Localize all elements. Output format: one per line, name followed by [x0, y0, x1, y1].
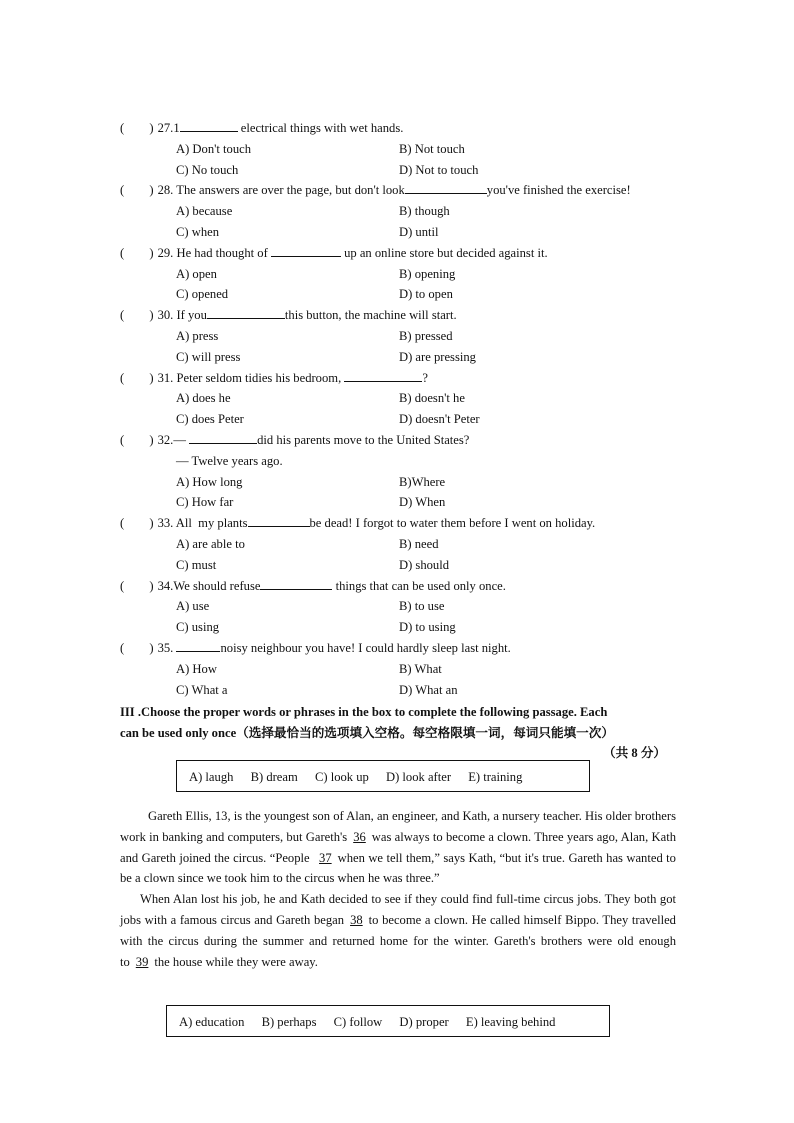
- question-text-before-blank: We should refuse: [173, 578, 261, 593]
- question-stem: [120, 513, 680, 534]
- answer-blank[interactable]: [248, 514, 310, 527]
- answer-blank[interactable]: [271, 244, 341, 257]
- answer-option[interactable]: A) are able to: [176, 536, 245, 551]
- answer-option[interactable]: D) When: [399, 495, 446, 510]
- answer-option[interactable]: B) Not touch: [399, 141, 465, 156]
- option-row: [120, 388, 680, 409]
- passage-paragraph-2: When Alan lost his job, he and Kath decided to see if they could find full-time circus jobs. They both got jobs with a famous circus and Gareth began 38 to become a clown. He called himself Bippo. They travelled with the circus during the summer and returned home for the winter. Gareth's brothers were old enough to 39 the house while they were away.: [120, 892, 676, 969]
- question-item: [120, 430, 680, 513]
- answer-option[interactable]: B) pressed: [399, 328, 453, 343]
- option-row: [120, 201, 680, 222]
- answer-blank[interactable]: [176, 639, 220, 652]
- question-text-after-blank: ?: [422, 370, 428, 385]
- question-number: 34.: [157, 578, 174, 593]
- option-row: [120, 596, 680, 617]
- word-option: D) look after: [385, 770, 452, 784]
- blank-37[interactable]: 37: [319, 850, 332, 865]
- option-row: [120, 534, 680, 555]
- question-item: [120, 638, 680, 700]
- question-stem: [120, 180, 680, 201]
- section-3-heading-line-2: can be used only once（选择最恰当的选项填入空格。每空格限填一词，每词只能填一次）: [120, 725, 614, 740]
- question-number: 35.: [157, 640, 174, 655]
- answer-option[interactable]: C) when: [176, 224, 220, 239]
- question-text-after-blank: you've finished the exercise!: [486, 183, 631, 198]
- answer-option[interactable]: B) opening: [399, 266, 456, 281]
- answer-option[interactable]: C) does Peter: [176, 412, 244, 427]
- word-option: A) laugh: [189, 770, 234, 784]
- question-text-after-blank: up an online store but decided against it.: [340, 245, 548, 260]
- answer-option[interactable]: D) to using: [399, 620, 456, 635]
- answer-paren[interactable]: ( ): [120, 308, 154, 323]
- section-3-instructions: [120, 702, 680, 764]
- answer-option[interactable]: A) open: [176, 266, 217, 281]
- option-row: [120, 222, 680, 243]
- answer-option[interactable]: A) press: [176, 328, 219, 343]
- question-text-before-blank: All my plants: [173, 516, 248, 531]
- answer-option[interactable]: B) need: [399, 536, 439, 551]
- question-stem: [120, 368, 680, 389]
- question-text-before-blank: —: [173, 432, 190, 447]
- option-row: [120, 284, 680, 305]
- question-text-before-blank: Peter seldom tidies his bedroom,: [173, 370, 345, 385]
- question-item: [120, 513, 680, 575]
- answer-blank[interactable]: [344, 369, 422, 382]
- question-stem: [120, 118, 680, 139]
- answer-option[interactable]: C) opened: [176, 287, 229, 302]
- question-item: [120, 368, 680, 430]
- answer-blank[interactable]: [207, 306, 285, 319]
- question-stem: [120, 638, 680, 659]
- answer-option[interactable]: B) though: [399, 204, 450, 219]
- question-text-before-blank: He had thought of: [173, 245, 271, 260]
- answer-option[interactable]: C) What a: [176, 682, 228, 697]
- reading-passage: [120, 806, 676, 972]
- answer-blank[interactable]: [189, 431, 257, 444]
- question-number: 32.: [157, 432, 174, 447]
- word-option: B) perhaps: [261, 1015, 317, 1029]
- option-row: [120, 347, 680, 368]
- question-number: 29.: [157, 245, 174, 260]
- option-row: [120, 409, 680, 430]
- answer-option[interactable]: B) doesn't he: [399, 391, 465, 406]
- section-3-heading-line-1: III .Choose the proper words or phrases in the box to complete the following passage. Each: [120, 705, 608, 719]
- answer-paren[interactable]: ( ): [120, 370, 154, 385]
- question-stem: [120, 430, 680, 451]
- question-item: [120, 243, 680, 305]
- answer-option[interactable]: C) How far: [176, 495, 234, 510]
- question-number: 33.: [157, 516, 174, 531]
- word-option: B) dream: [250, 770, 298, 784]
- option-row: [120, 160, 680, 181]
- dialogue-reply: — Twelve years ago.: [176, 453, 283, 468]
- question-item: [120, 576, 680, 638]
- answer-paren[interactable]: ( ): [120, 516, 154, 531]
- answer-paren[interactable]: ( ): [120, 121, 154, 135]
- word-option: A) education: [179, 1015, 245, 1029]
- question-number: 28.: [157, 183, 174, 198]
- word-option: E) leaving behind: [465, 1015, 556, 1029]
- question-text-after-blank: did his parents move to the United States?: [257, 432, 470, 447]
- blank-36[interactable]: 36: [353, 829, 366, 844]
- question-text-before-blank: The answers are over the page, but don't look: [173, 183, 405, 198]
- option-row: [120, 680, 680, 701]
- answer-option[interactable]: D) What an: [399, 682, 458, 697]
- answer-blank[interactable]: [405, 181, 487, 194]
- answer-option[interactable]: B) to use: [399, 599, 445, 614]
- answer-option[interactable]: A) does he: [176, 391, 231, 406]
- word-option: E) training: [468, 770, 523, 784]
- question-stem: [120, 305, 680, 326]
- option-row: [120, 492, 680, 513]
- option-row: [120, 555, 680, 576]
- answer-paren[interactable]: ( ): [120, 245, 154, 260]
- answer-option[interactable]: D) Not to touch: [399, 162, 479, 177]
- answer-option[interactable]: C) No touch: [176, 162, 239, 177]
- option-row: [120, 139, 680, 160]
- option-row: [120, 617, 680, 638]
- answer-option[interactable]: B)Where: [399, 474, 446, 489]
- answer-paren[interactable]: ( ): [120, 183, 154, 198]
- answer-option[interactable]: A) Don't touch: [176, 141, 252, 156]
- question-item: [120, 180, 680, 242]
- option-row: [120, 472, 680, 493]
- question-stem: [120, 576, 680, 597]
- option-row: [120, 659, 680, 680]
- question-item: [120, 305, 680, 367]
- question-number: 27.: [157, 121, 174, 135]
- answer-blank[interactable]: [180, 119, 238, 132]
- answer-option[interactable]: D) should: [399, 557, 450, 572]
- answer-option[interactable]: D) doesn't Peter: [399, 412, 480, 427]
- question-number: 31.: [157, 370, 174, 385]
- answer-option[interactable]: D) are pressing: [399, 349, 476, 364]
- question-text-before-blank: If you: [173, 308, 207, 323]
- section-3-points: （共 8 分）: [603, 746, 666, 760]
- answer-option[interactable]: C) must: [176, 557, 217, 572]
- word-box-1: [176, 760, 590, 792]
- question-text-after-blank: be dead! I forgot to water them before I went on holiday.: [309, 516, 596, 531]
- question-text-after-blank: this button, the machine will start.: [284, 308, 457, 323]
- answer-option[interactable]: C) will press: [176, 349, 241, 364]
- question-text-before-blank: 1: [173, 121, 180, 135]
- option-row: [120, 326, 680, 347]
- answer-option[interactable]: A) How long: [176, 474, 243, 489]
- answer-paren[interactable]: ( ): [120, 578, 154, 593]
- question-text-after-blank: noisy neighbour you have! I could hardly sleep last night.: [220, 640, 511, 655]
- word-option: C) follow: [333, 1015, 383, 1029]
- answer-option[interactable]: A) because: [176, 204, 233, 219]
- word-box-2: [166, 1005, 610, 1037]
- word-option: C) look up: [314, 770, 369, 784]
- passage-paragraph-1: Gareth Ellis, 13, is the youngest son of Alan, an engineer, and Kath, a nursery teacher. His older brothers work in banking and computers, but Gareth's 36 was always to become a clown. Three years ago, Alan, Kath and Gareth joined the circus. “People 37 when we tell them,” says Kath, “but it's true. Gareth has wanted to be a clown since we took him to the circus when he was three.”: [120, 809, 676, 886]
- question-stem: [120, 243, 680, 264]
- blank-38[interactable]: 38: [350, 912, 363, 927]
- answer-option[interactable]: B) What: [399, 661, 442, 676]
- question-number: 30.: [157, 308, 174, 323]
- multiple-choice-questions: [120, 118, 680, 700]
- option-row: [120, 264, 680, 285]
- question-text-after-blank: things that can be used only once.: [332, 578, 506, 593]
- word-option: D) proper: [399, 1015, 449, 1029]
- answer-option[interactable]: C) using: [176, 620, 220, 635]
- answer-option[interactable]: A) use: [176, 599, 210, 614]
- answer-paren[interactable]: ( ): [120, 432, 154, 447]
- answer-paren[interactable]: ( ): [120, 640, 154, 655]
- answer-option[interactable]: A) How: [176, 661, 217, 676]
- answer-blank[interactable]: [260, 577, 332, 590]
- answer-option[interactable]: D) to open: [399, 287, 453, 302]
- question-item: [120, 118, 680, 180]
- answer-option[interactable]: D) until: [399, 224, 439, 239]
- blank-39[interactable]: 39: [135, 954, 149, 969]
- question-text-after-blank: electrical things with wet hands.: [237, 121, 404, 135]
